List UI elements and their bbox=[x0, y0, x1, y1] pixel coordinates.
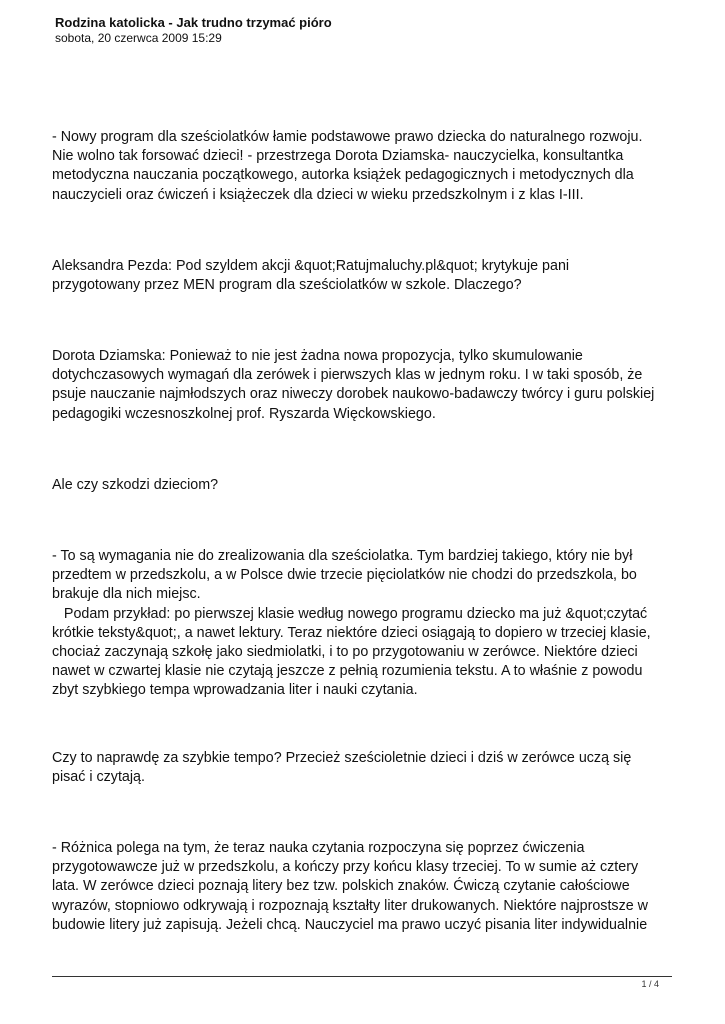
text-line: - Różnica polega na tym, że teraz nauka czytania rozpoczyna się poprzez ćwiczenia bbox=[52, 840, 585, 856]
text-line: Ale czy szkodzi dzieciom? bbox=[52, 477, 219, 493]
text-line: przygotowawcze już w przedszkolu, a kończy przy końcu klasy trzeciej. To w sumie aż cztery bbox=[52, 859, 639, 876]
text-line: Podam przykład: po pierwszej klasie według nowego programu dziecko ma już &quot;czytać bbox=[52, 605, 648, 622]
publication-date: sobota, 20 czerwca 2009 15:29 bbox=[55, 31, 222, 45]
text-line: chociaż zaczynają szkołę jako siedmiolatki, i to po przygotowaniu w zerówce. Niektóre dzieci bbox=[52, 644, 638, 661]
text-line: psuje nauczanie najmłodszych oraz niweczy dorobek naukowo-badawczy twórcy i guru polskiej bbox=[52, 386, 655, 403]
text-line: przedtem w przedszkolu, a w Polsce dwie trzecie pięciolatków nie chodzi do przedszkola, bo bbox=[52, 567, 637, 584]
text-line: brakuje dla nich miejsc. bbox=[52, 586, 201, 603]
text-line: Dorota Dziamska: Ponieważ to nie jest żadna nowa propozycja, tylko skumulowanie bbox=[52, 348, 583, 364]
text-line: pedagogiki wczesnoszkolnej prof. Ryszarda Więckowskiego. bbox=[52, 405, 436, 422]
page-number: 1 / 4 bbox=[641, 979, 659, 989]
text-line: nauczycieli oraz ćwiczeń i książeczek dla dzieci w wieku przedszkolnym i z klas I-III. bbox=[52, 186, 584, 203]
text-line: Nie wolno tak forsować dzieci! - przestrzega Dorota Dziamska- nauczycielka, konsultantka bbox=[52, 148, 624, 165]
text-line: - Nowy program dla sześciolatków łamie podstawowe prawo dziecka do naturalnego rozwoju. bbox=[52, 129, 643, 145]
paragraph-answer-1 bbox=[52, 347, 654, 424]
paragraph-question-1 bbox=[52, 257, 569, 295]
document-header bbox=[55, 14, 675, 46]
text-line: - To są wymagania nie do zrealizowania dla sześciolatka. Tym bardziej takiego, który nie był bbox=[52, 548, 633, 564]
text-line: wyrazów, stopniowo odkrywają i rozpoznają kształty liter drukowanych. Niektóre najprostsze w bbox=[52, 897, 648, 914]
text-line: budowie litery już zapisują. Jeżeli chcą. Nauczyciel ma prawo uczyć pisania liter indywidualnie bbox=[52, 916, 648, 933]
text-line: przygotowany przez MEN program dla sześciolatków w szkole. Dlaczego? bbox=[52, 277, 522, 294]
text-line: lata. W zerówce dzieci poznają litery bez tzw. polskich znaków. Ćwiczą czytanie całościowe bbox=[52, 878, 630, 895]
text-line: zbyt szybkiego tempa wprowadzania liter i nauki czytania. bbox=[52, 682, 418, 699]
text-line: Aleksandra Pezda: Pod szyldem akcji &quot;Ratujmaluchy.pl&quot; krytykuje pani bbox=[52, 258, 570, 274]
paragraph-question-2 bbox=[52, 476, 218, 495]
text-line: metodyczna nauczania początkowego, autorka książek pedagogicznych i metodycznych dla bbox=[52, 167, 634, 184]
text-line: pisać i czytają. bbox=[52, 769, 145, 786]
text-line: nawet w czwartej klasie nie czytają jeszcze z pełnią rozumienia tekstu. A to właśnie z powodu bbox=[52, 663, 643, 680]
document-title: Rodzina katolicka - Jak trudno trzymać pióro bbox=[55, 15, 332, 30]
paragraph-answer-3 bbox=[52, 839, 648, 935]
text-line: krótkie teksty&quot;, a nawet lektury. Teraz niektóre dzieci osiągają to dopiero w trzeciej klasie, bbox=[52, 624, 651, 641]
text-line: Czy to naprawdę za szybkie tempo? Przecież sześcioletnie dzieci i dziś w zerówce uczą się bbox=[52, 750, 632, 766]
text-line: dotychczasowych wymagań dla zerówek i pierwszych klas w jednym roku. I w taki sposób, że bbox=[52, 367, 643, 384]
paragraph-intro bbox=[52, 128, 642, 205]
paragraph-answer-2 bbox=[52, 547, 651, 701]
footer-divider bbox=[52, 976, 672, 977]
paragraph-question-3 bbox=[52, 749, 631, 787]
